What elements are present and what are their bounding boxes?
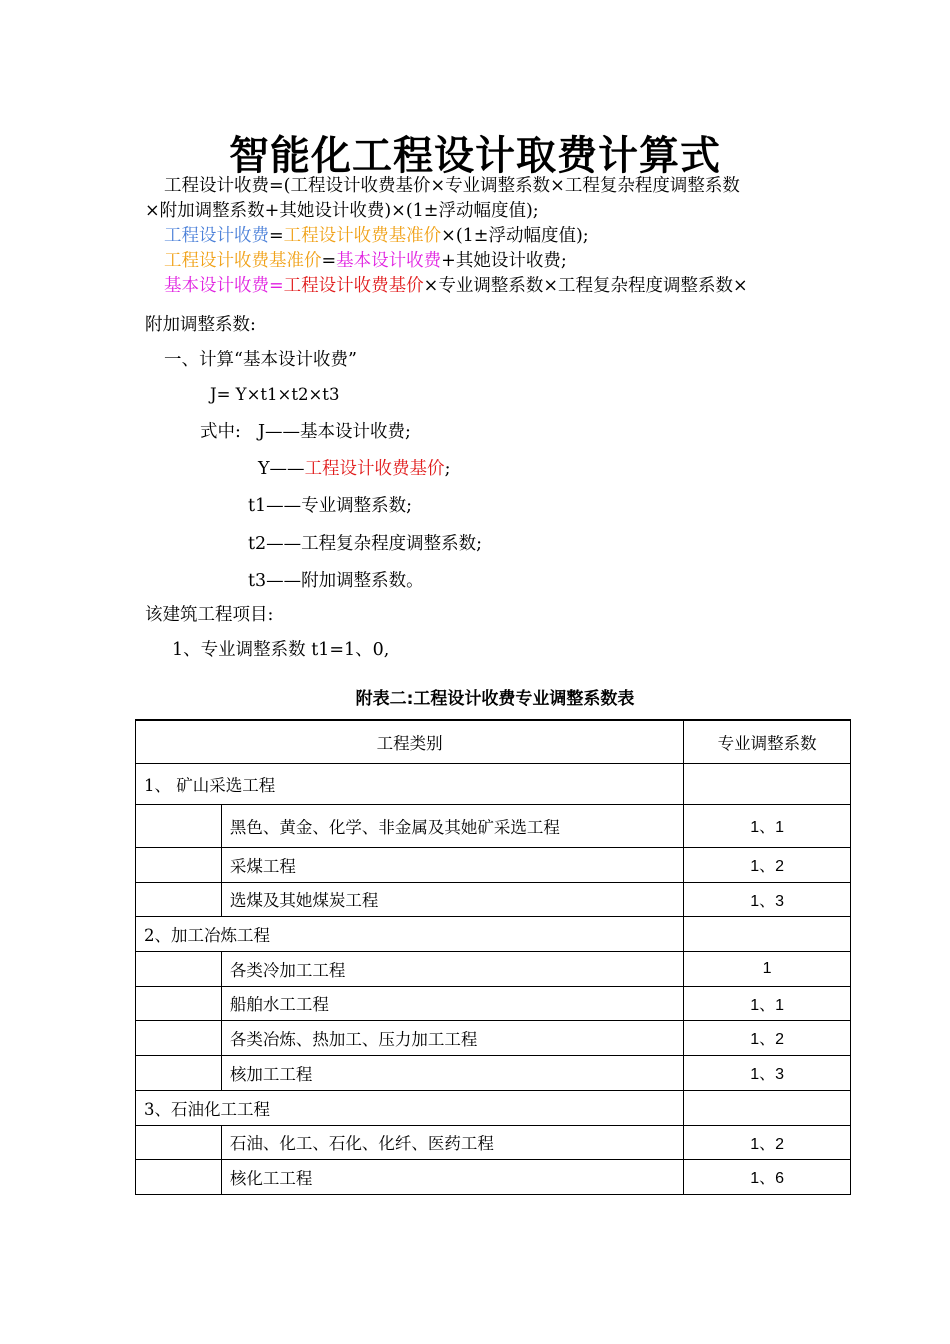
group-value-cell	[684, 763, 851, 804]
row-name: 各类冶炼、热加工、压力加工工程	[221, 1020, 683, 1055]
definition-y	[258, 457, 450, 481]
row-name: 核加工工程	[221, 1055, 683, 1090]
indent-cell	[136, 986, 222, 1020]
row-value: 1、2	[684, 1020, 851, 1055]
group-row	[136, 763, 851, 804]
row-value: 1、2	[684, 847, 851, 882]
formula-line-3	[164, 224, 589, 248]
row-name: 核化工工程	[221, 1159, 683, 1194]
table-row	[136, 1055, 851, 1090]
indent-cell	[136, 804, 222, 847]
term-basic-design-fee: 基本设计收费	[336, 251, 442, 271]
row-value: 1、3	[684, 882, 851, 916]
term-basic-design-fee: 基本设计收费	[164, 276, 269, 296]
group-name: 2、加工冶炼工程	[136, 916, 684, 951]
group-name: 3、石油化工工程	[136, 1090, 684, 1125]
indent-cell	[136, 847, 222, 882]
group-row	[136, 1090, 851, 1125]
where-label: 式中:	[200, 422, 241, 442]
formula-line-2: ×附加调整系数+其她设计收费)×(1±浮动幅度值);	[145, 201, 539, 221]
row-name: 各类冷加工工程	[221, 951, 683, 986]
row-name: 石油、化工、石化、化纤、医药工程	[221, 1125, 683, 1159]
equation: J= Y×t1×t2×t3	[210, 385, 340, 404]
definition-y-suffix: ;	[444, 459, 451, 479]
equals-sign: =	[321, 251, 337, 271]
definition-t3: t3——附加调整系数。	[248, 571, 424, 591]
table-row	[136, 986, 851, 1020]
table-row	[136, 847, 851, 882]
term-design-fee: 工程设计收费	[164, 226, 269, 246]
formula-tail: ×(1±浮动幅度值);	[441, 226, 589, 246]
indent-cell	[136, 1020, 222, 1055]
table-row	[136, 951, 851, 986]
row-name: 选煤及其她煤炭工程	[221, 882, 683, 916]
table-row	[136, 804, 851, 847]
row-value: 1、2	[684, 1125, 851, 1159]
formula-line-6: 附加调整系数:	[145, 315, 256, 335]
header-category: 工程类别	[136, 720, 684, 763]
term-design-fee-base-price: 工程设计收费基准价	[283, 226, 442, 246]
formula-tail: ×专业调整系数×工程复杂程度调整系数×	[423, 276, 748, 296]
formula-line-1: 工程设计收费=(工程设计收费基价×专业调整系数×工程复杂程度调整系数	[164, 176, 740, 196]
row-name: 采煤工程	[221, 847, 683, 882]
project-item-1: 1、专业调整系数 t1=1、0,	[172, 640, 390, 660]
row-value: 1、6	[684, 1159, 851, 1194]
term-design-fee-base-price: 工程设计收费基准价	[164, 251, 322, 271]
project-label: 该建筑工程项目:	[145, 605, 274, 625]
table-caption: 附表二:工程设计收费专业调整系数表	[355, 689, 635, 709]
group-name: 1、 矿山采选工程	[136, 763, 684, 804]
term-design-fee-base: 工程设计收费基价	[283, 276, 424, 296]
coefficient-table	[135, 719, 851, 1195]
indent-cell	[136, 1159, 222, 1194]
indent-cell	[136, 1055, 222, 1090]
page-title: 智能化工程设计取费计算式	[229, 133, 721, 179]
indent-cell	[136, 1125, 222, 1159]
definition-t1: t1——专业调整系数;	[248, 496, 413, 516]
term-design-fee-base: 工程设计收费基价	[304, 459, 445, 479]
equals-sign: =	[269, 276, 284, 296]
indent-cell	[136, 882, 222, 916]
table-row	[136, 1020, 851, 1055]
equals-sign: =	[269, 226, 284, 246]
indent-cell	[136, 951, 222, 986]
definition-t2: t2——工程复杂程度调整系数;	[248, 534, 483, 554]
formula-line-5	[164, 274, 748, 298]
row-name: 黑色、黄金、化学、非金属及其她矿采选工程	[221, 804, 683, 847]
definition-y-prefix: Y——	[258, 459, 305, 479]
header-coefficient: 专业调整系数	[684, 720, 851, 763]
table-row	[136, 1125, 851, 1159]
formula-line-4	[164, 249, 567, 273]
formula-tail: +其她设计收费;	[441, 251, 567, 271]
row-value: 1、1	[684, 804, 851, 847]
row-name: 船舶水工工程	[221, 986, 683, 1020]
row-value: 1、1	[684, 986, 851, 1020]
group-row	[136, 916, 851, 951]
row-value: 1、3	[684, 1055, 851, 1090]
group-value-cell	[684, 1090, 851, 1125]
table-row	[136, 1159, 851, 1194]
table-header-row	[136, 720, 851, 763]
row-value: 1	[684, 951, 851, 986]
table-row	[136, 882, 851, 916]
group-value-cell	[684, 916, 851, 951]
definition-j: J——基本设计收费;	[258, 422, 411, 442]
section-heading: 一、计算“基本设计收费”	[164, 350, 357, 370]
